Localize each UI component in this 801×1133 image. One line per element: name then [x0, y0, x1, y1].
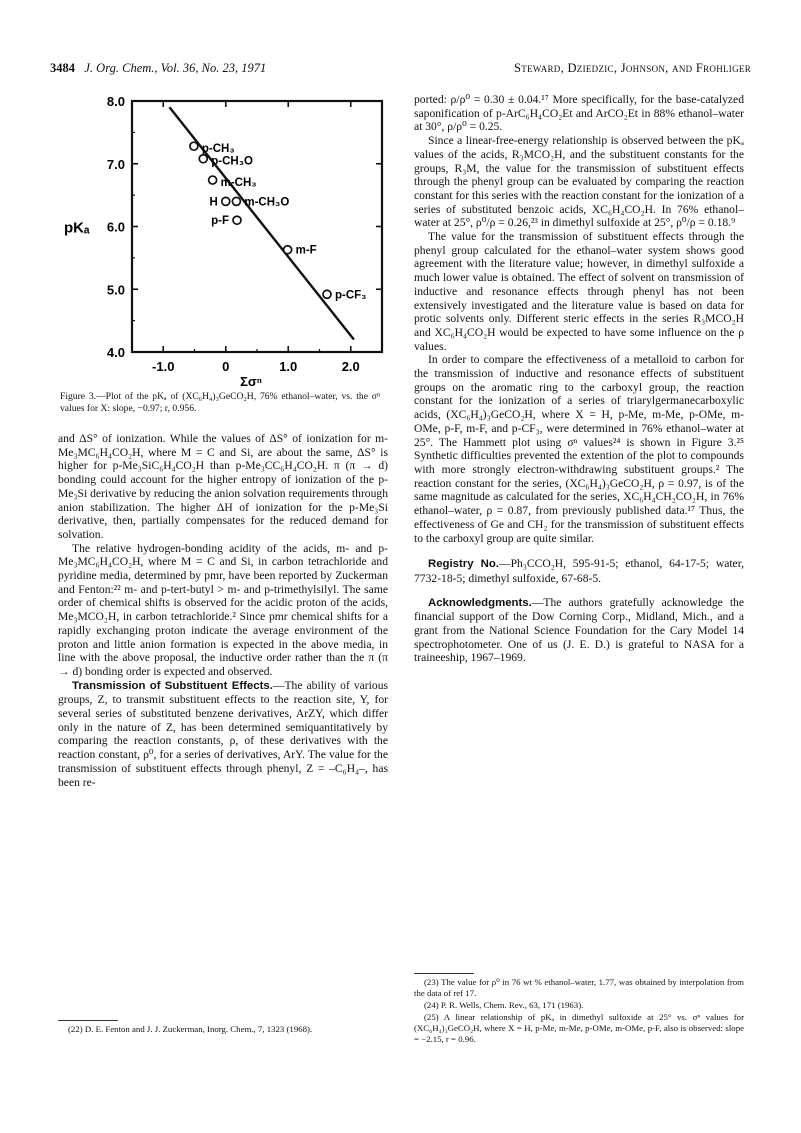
data-point — [323, 290, 331, 298]
point-label: p-F — [211, 215, 229, 228]
registry-heading: Registry No. — [428, 558, 499, 571]
paragraph-text: —The ability of various groups, Z, to transmit substituent effects to the reaction site, Y, for several series of substituted benzene derivatives, ArZY, which differ only in the nature of Z, has been determined semiquantitatively by comparing the reaction constants, ρ, of these derivatives with the reaction constant, ρ⁰, for a series of derivatives, ArY. The value for the transmission of substituent effects through phenyl, Z = –C₆H₄–, has been re- — [58, 678, 388, 789]
registry-paragraph — [414, 557, 744, 585]
x-tick-label: 1.0 — [279, 359, 298, 374]
data-point — [232, 197, 240, 205]
y-tick-label: 7.0 — [106, 156, 125, 172]
section-heading: Transmission of Substituent Effects. — [72, 679, 273, 692]
paragraph: In order to compare the effectiveness of a metalloid to carbon for the transmission of inductive and resonance effects of substituent groups on the aromatic ring to the carboxyl group, the reaction constant for the ionization of a series of triarylgermanecarboxylic acids, (XC₆H₄)₃GeCO₂H, where X = H, p-Me, m-Me, p-OMe, m-OMe, p-F, m-F, and p-CF₃, were determined in 76% ethanol–water at 25°. The Hammett plot using σⁿ values²⁴ is shown in Figure 3.²⁵ Synthetic difficulties prevented the extention of the plot to compounds with more strongly electron-withdrawing substituent groups.² The reaction constant for the series, (XC₆H₄)₃GeCO₂H, ρ = 0.97, is of the same magnitude as calculated for the series, XC₆H₄CH₂CO₂H, in 76% ethanol–water, ρ = 0.87, from previously published data.¹⁷ Thus, the effectiveness of Ge and CH₂ for the transmission of substituent effects to the carboxyl group are quite similar. — [414, 353, 744, 545]
footnote-22: (22) D. E. Fenton and J. J. Zuckerman, Inorg. Chem., 7, 1323 (1968). — [68, 1024, 313, 1034]
figure-caption: Figure 3.—Plot of the pKₐ of (XC₆H₄)₃GeCO₂H, 76% ethanol–water, vs. the σⁿ values for X: slope, −0.97; r, 0.956. — [60, 391, 380, 414]
y-tick-label: 5.0 — [106, 282, 125, 298]
hammett-plot — [50, 86, 385, 386]
footnote-25: (25) A linear relationship of pKₐ in dimethyl sulfoxide at 25° vs. σⁿ values for (XC₆H₄)₃GeCO₂H, where X = H, p-Me, m-Me, p-OMe, m-OMe, p-F, also is observed: slope = −2.15, r = 0.96. — [414, 1012, 744, 1044]
x-tick-label: -1.0 — [152, 359, 175, 374]
x-axis-label: Σσⁿ — [240, 374, 262, 386]
point-label: H — [209, 196, 218, 209]
plot-frame — [132, 101, 382, 352]
page-number: 3484 — [50, 61, 75, 75]
footnote-23: (23) The value for ρ⁰ in 76 wt % ethanol–water, 1.77, was obtained by interpolation from the data of ref 17. — [414, 977, 744, 998]
header-left — [50, 61, 266, 76]
x-tick-label: 2.0 — [341, 359, 360, 374]
y-tick-label: 8.0 — [106, 94, 125, 109]
data-point — [190, 142, 198, 150]
regression-line — [170, 107, 354, 339]
paragraph — [58, 679, 388, 790]
left-footnotes — [58, 1024, 388, 1036]
running-header — [50, 61, 751, 81]
data-point — [199, 155, 207, 163]
paragraph: ported: ρ/ρ⁰ = 0.30 ± 0.04.¹⁷ More specifically, for the base-catalyzed saponification of p-ArC₆H₄CO₂Et and ArCO₂Et in 88% ethanol–water at 30°, ρ/ρ⁰ = 0.25. — [414, 93, 744, 134]
figure-3 — [50, 86, 385, 386]
x-tick-label: 0 — [222, 359, 230, 374]
point-label: m-CH₃O — [244, 196, 290, 209]
registry-text: —Ph₃CCO₂H, 595-91-5; ethanol, 64-17-5; water, 7732-18-5; dimethyl sulfoxide, 67-68-5. — [414, 557, 745, 585]
left-column — [58, 432, 388, 789]
acknowledgments-paragraph — [414, 596, 744, 666]
point-label: p-CH₃ — [201, 143, 235, 156]
data-point — [284, 246, 292, 254]
data-point — [209, 176, 217, 184]
paragraph: The relative hydrogen-bonding acidity of the acids, m- and p-Me₃MC₆H₄CO₂H, where M = C and Si, in carbon tetrachloride and pyridine media, determined by pmr, have been reported by Zuckerman and Fenton:²² m- and p-tert-butyl > m- and p-trimethylsilyl. The same order of chemical shifts is observed for the acidic proton of the acids, Me₃MCO₂H, in carbon tetrachloride.² Since pmr chemical shifts for a rapidly exchanging proton indicate the average environment of the proton and little anion formation is expected in the above media, in line with the above proposal, the inductive order rather than the π (π → d) bonding order is expected and observed. — [58, 541, 388, 678]
y-tick-label: 4.0 — [106, 345, 125, 360]
point-label: p-CF₃ — [335, 289, 367, 302]
right-column — [414, 93, 744, 665]
footnote-rule — [414, 973, 474, 974]
y-tick-label: 6.0 — [106, 219, 125, 235]
footnote-24: (24) P. R. Wells, Chem. Rev., 63, 171 (1963). — [424, 1000, 584, 1010]
point-label: p-CH₃O — [211, 155, 253, 168]
paragraph: and ΔS° of ionization. While the values of ΔS° of ionization for m-Me₃MC₆H₄CO₂H, where M = C and Si, are about the same, ΔS° is higher for p-Me₃SiC₆H₄CO₂H than p-Me₃CC₆H₄CO₂H. π (π → d) bonding could account for the higher entropy of ionization of the p-Me₃Si derivative by reducing the anion solvation requirements through anion stabilization. The higher ΔH of ionization for the p-Me₃Si derivative, then, partially compensates for the reduced demand for solvation. — [58, 432, 388, 541]
acknowledgments-text: —The authors gratefully acknowledge the financial support of the Dow Corning Corp., Midland, Mich., and a grant from the National Science Foundation for the Cary Model 14 spectrophotometer. One of us (J. E. D.) is grateful to NASA for a traineeship, 1967–1969. — [414, 595, 744, 665]
paragraph: The value for the transmission of substituent effects through the phenyl group calculated for the ethanol–water system shows good agreement with the literature value; however, in dimethyl sulfoxide a much lower value is obtained. The effect of solvent on transmission of inductive and resonance effects through phenyl has not been extensively investigated and the literature value is based on data for protic solvents only. Different steric effects in the series R₃MCO₂H and XC₆H₄CO₂H would be expected to have some influence on the ρ values. — [414, 230, 744, 353]
paragraph: Since a linear-free-energy relationship is observed between the pKₐ values of the acids, R₃MCO₂H, and the substituent constants for the groups, R₃M, the value for the transmission of substituent effects through the phenyl group can be evaluated by comparing the reaction constant for this series with the reaction constant for the ionization of a series of substituted benzoic acids, XC₆H₄CO₂H. In 76% ethanol–water at 25°, ρ⁰/ρ = 0.26,²³ in dimethyl sulfoxide at 25°, ρ⁰/ρ = 0.18.⁹ — [414, 134, 744, 230]
data-point — [233, 216, 241, 224]
author-names: Steward, Dziedzic, Johnson, and Frohliger — [514, 61, 751, 75]
journal-citation: J. Org. Chem., Vol. 36, No. 23, 1971 — [84, 61, 267, 75]
y-axis-label: pKₐ — [64, 219, 90, 237]
right-footnotes — [414, 977, 744, 1046]
acknowledgments-heading: Acknowledgments. — [428, 596, 532, 609]
data-point — [222, 197, 230, 205]
point-label: m-F — [295, 244, 317, 257]
point-label: m-CH₃ — [220, 177, 257, 190]
footnote-rule — [58, 1020, 118, 1021]
